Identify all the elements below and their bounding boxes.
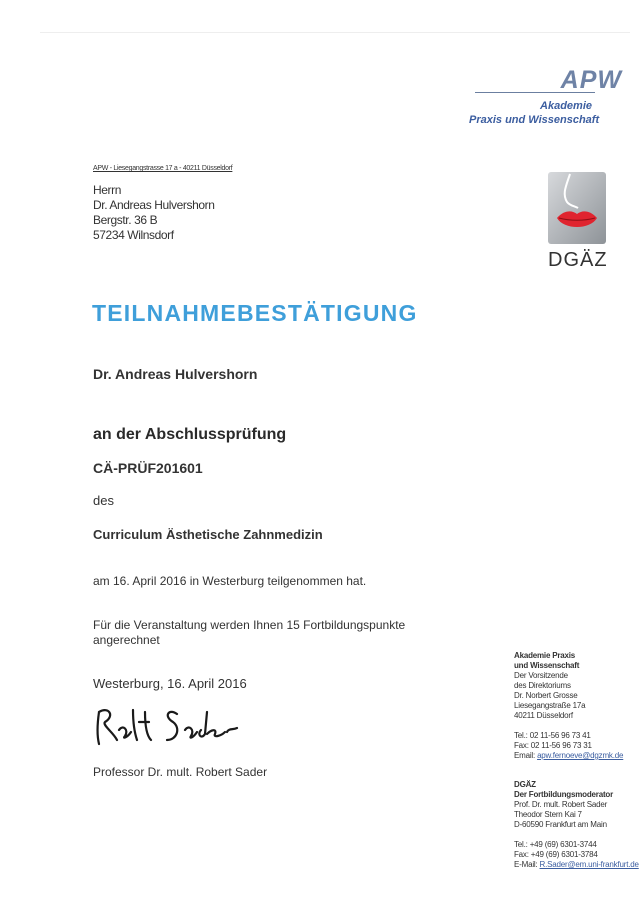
apw-logo-line1: Akademie [540, 100, 592, 112]
participant-name: Dr. Andreas Hulvershorn [93, 366, 258, 382]
sender-line: APW - Liesegangstrasse 17 a - 40211 Düsseldorf [93, 165, 233, 172]
apw-logo [465, 66, 630, 128]
signer-name: Professor Dr. mult. Robert Sader [93, 765, 268, 779]
contact-dgaz-org: DGÄZ [514, 780, 536, 789]
recipient-street: Bergstr. 36 B [93, 213, 158, 227]
contact-dgaz [514, 780, 639, 870]
contact-apw-org2: und Wissenschaft [514, 661, 580, 670]
dgaz-lips-icon [548, 172, 606, 244]
contact-dgaz-email-label: E-Mail: [514, 860, 538, 869]
recipient-address [93, 183, 215, 243]
des-text: des [93, 493, 114, 508]
points-statement: Für die Veranstaltung werden Ihnen 15 Fortbildungspunkte angerechnet [93, 618, 406, 647]
contact-apw-role1: Der Vorsitzende [514, 671, 568, 680]
document-title: TEILNAHMEBESTÄTIGUNG [92, 300, 418, 326]
recipient-city: 57234 Wilnsdorf [93, 228, 174, 242]
dgaz-logo-text: DGÄZ [548, 249, 608, 271]
contact-apw-tel: Tel.: 02 11-56 96 73 41 [514, 731, 591, 740]
contact-apw-city: 40211 Düsseldorf [514, 711, 573, 720]
apw-logo-brand: APW [560, 66, 622, 94]
contact-apw-fax: Fax: 02 11-56 96 73 31 [514, 741, 592, 750]
contact-apw-org1: Akademie Praxis [514, 651, 576, 660]
place-date: Westerburg, 16. April 2016 [93, 676, 247, 691]
recipient-name: Dr. Andreas Hulvershorn [93, 198, 215, 212]
top-edge-line [40, 32, 630, 33]
contact-dgaz-fax: Fax: +49 (69) 6301-3784 [514, 850, 598, 859]
exam-intro: an der Abschlussprüfung [93, 426, 287, 443]
contact-dgaz-city: D-60590 Frankfurt am Main [514, 820, 607, 829]
curriculum-name: Curriculum Ästhetische Zahnmedizin [93, 527, 323, 542]
contact-dgaz-tel: Tel.: +49 (69) 6301-3744 [514, 840, 597, 849]
contact-apw-role2: des Direktoriums [514, 681, 571, 690]
recipient-salutation: Herrn [93, 183, 122, 197]
contact-apw-email-link[interactable]: apw.fernoeve@dgzmk.de [537, 751, 624, 760]
apw-logo-line2: Praxis und Wissenschaft [469, 114, 600, 126]
contact-dgaz-role: Der Fortbildungsmoderator [514, 790, 614, 799]
contact-dgaz-person: Prof. Dr. mult. Robert Sader [514, 800, 608, 809]
contact-dgaz-email-link[interactable]: R.Sader@em.uni-frankfurt.de [539, 860, 639, 869]
contact-dgaz-street: Theodor Stern Kai 7 [514, 810, 582, 819]
signature-image [93, 700, 243, 750]
contact-dgaz-email-row [514, 860, 639, 870]
exam-code: CÄ-PRÜF201601 [93, 460, 203, 476]
attendance-statement: am 16. April 2016 in Westerburg teilgenommen hat. [93, 574, 367, 588]
contact-apw-email-row [514, 751, 623, 761]
contact-apw-email-label: Email: [514, 751, 536, 760]
contact-apw-person: Dr. Norbert Grosse [514, 691, 578, 700]
contact-apw [514, 651, 623, 761]
contact-apw-street: Liesegangstraße 17a [514, 701, 586, 710]
